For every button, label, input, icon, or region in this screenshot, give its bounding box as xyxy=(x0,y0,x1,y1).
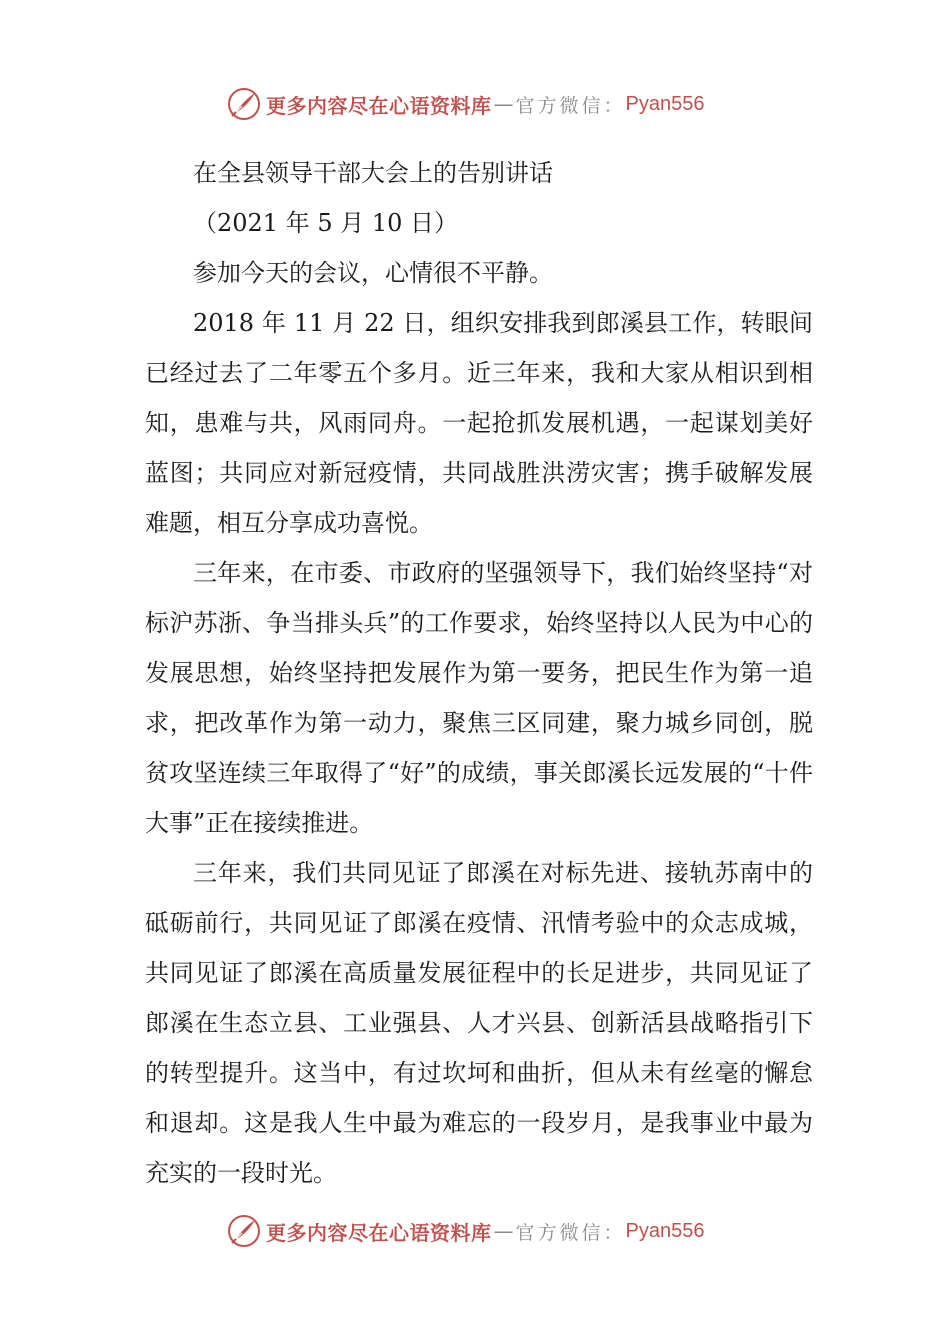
document-body xyxy=(145,148,813,1198)
banner-dash: — xyxy=(493,92,514,116)
feather-pen-logo-icon xyxy=(226,1213,262,1249)
banner-wechat-id: Pyan556 xyxy=(625,1219,705,1242)
banner-site-text: 更多内容尽在心语资料库 xyxy=(266,93,492,118)
banner-site-text: 更多内容尽在心语资料库 xyxy=(266,1220,492,1245)
document-title: 在全县领导干部大会上的告别讲话 xyxy=(193,159,553,187)
paragraph: 2018 年 11 月 22 日，组织安排我到郎溪县工作，转眼间已经过去了二年零五个多月。近三年来，我和大家从相识到相知，患难与共，风雨同舟。一起抢抓发展机遇，一起谋划美好蓝图；共同应对新冠疫情，共同战胜洪涝灾害；携手破解发展难题，相互分享成功喜悦。 xyxy=(145,309,813,537)
footer-banner xyxy=(226,1211,704,1251)
header-banner xyxy=(226,84,704,124)
paragraph: 三年来，在市委、市政府的坚强领导下，我们始终坚持“对标沪苏浙、争当排头兵”的工作要求，始终坚持以人民为中心的发展思想，始终坚持把发展作为第一要务，把民生作为第一追求，把改革作为第一动力，聚焦三区同建，聚力城乡同创，脱贫攻坚连续三年取得了“好”的成绩，事关郎溪长远发展的“十件大事”正在接续推进。 xyxy=(145,559,813,837)
banner-wechat-label: 官方微信： xyxy=(515,1221,626,1244)
banner-wechat-id: Pyan556 xyxy=(625,92,705,115)
banner-dash: — xyxy=(493,1219,514,1243)
feather-pen-logo-icon xyxy=(226,86,262,122)
document-date: （2021 年 5 月 10 日） xyxy=(193,209,459,237)
paragraph: 参加今天的会议，心情很不平静。 xyxy=(193,259,553,287)
paragraph: 三年来，我们共同见证了郎溪在对标先进、接轨苏南中的砥砺前行，共同见证了郎溪在疫情、汛情考验中的众志成城，共同见证了郎溪在高质量发展征程中的长足进步，共同见证了郎溪在生态立县、工业强县、人才兴县、创新活县战略指引下的转型提升。这当中，有过坎坷和曲折，但从未有丝毫的懈怠和退却。这是我人生中最为难忘的一段岁月，是我事业中最为充实的一段时光。 xyxy=(145,859,813,1187)
banner-wechat-label: 官方微信： xyxy=(515,94,626,117)
